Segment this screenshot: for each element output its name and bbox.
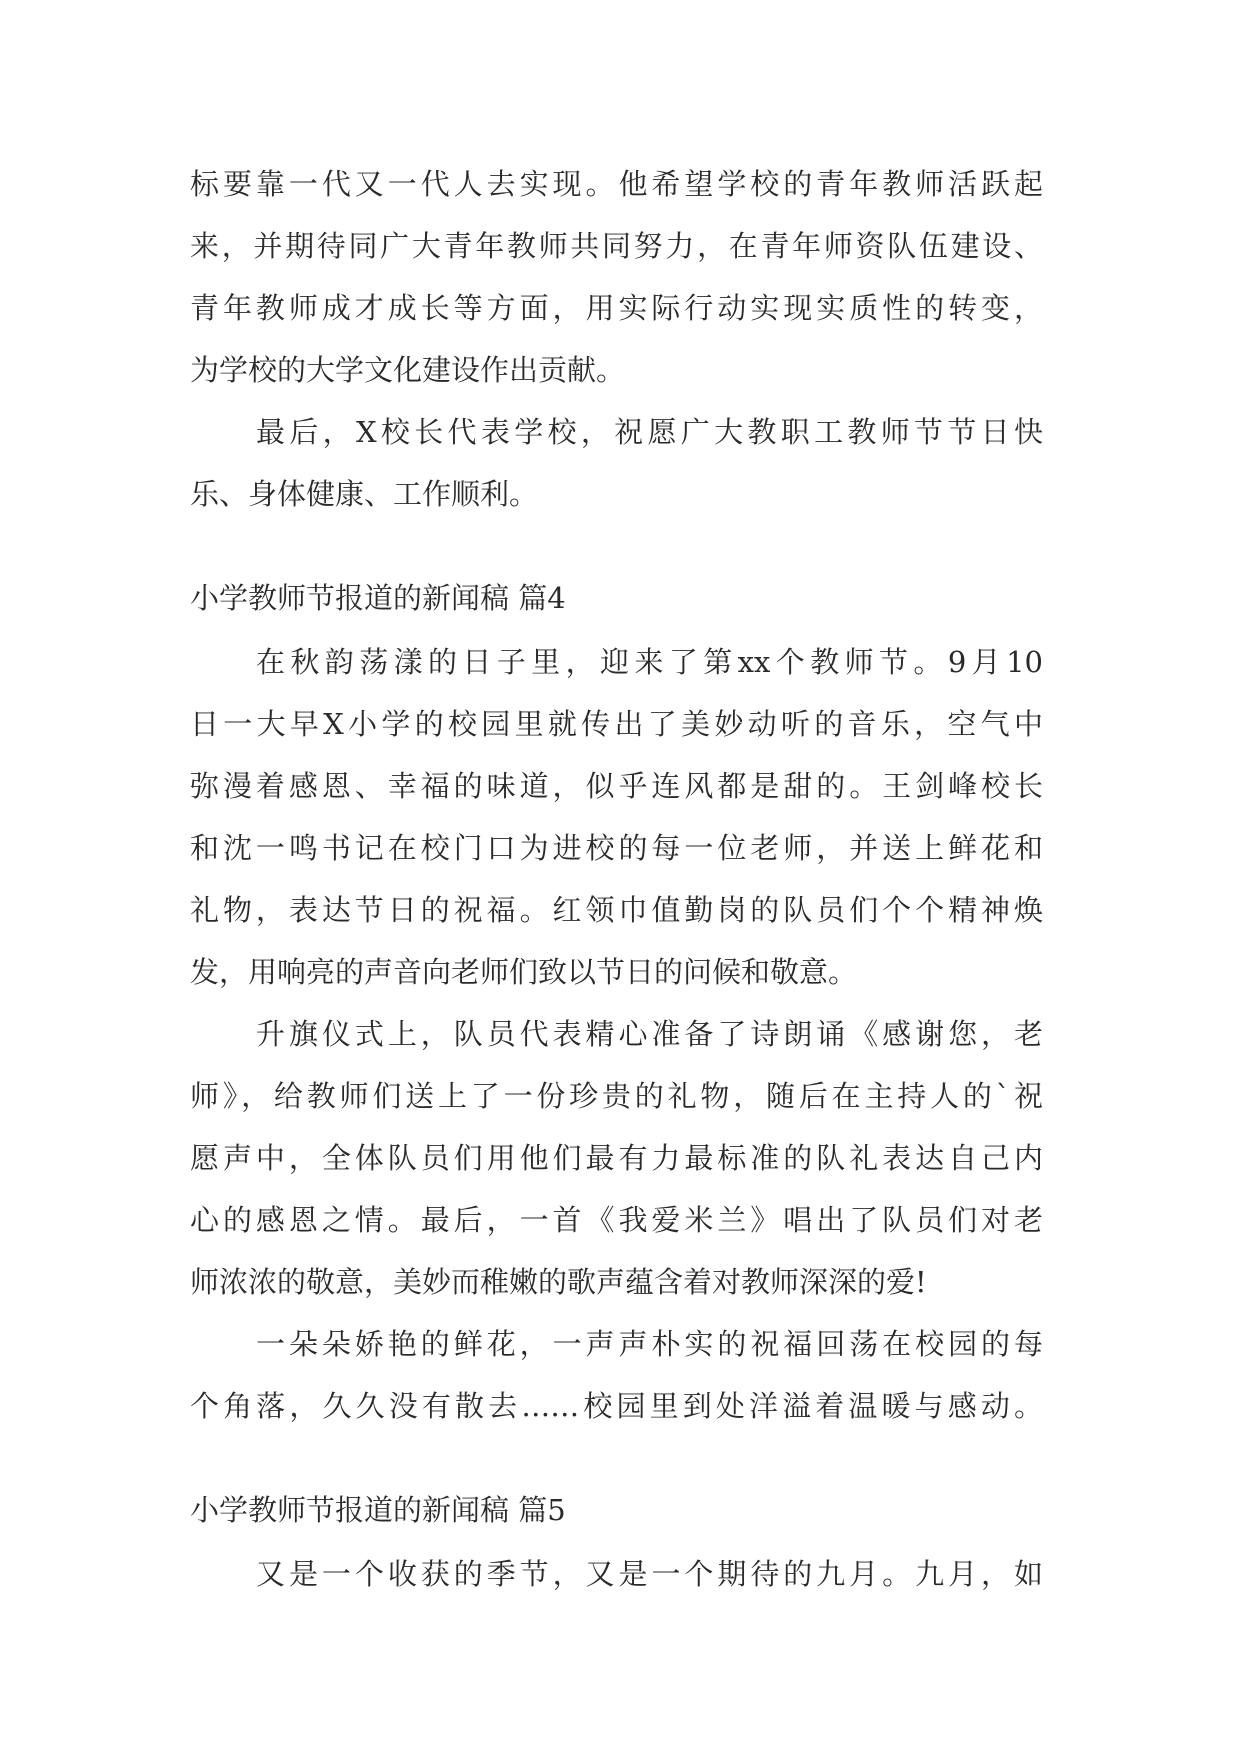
text-line: 升旗仪式上，队员代表精心准备了诗朗诵《感谢您，老 [256,1017,1043,1051]
section-heading: 小学教师节报道的新闻稿 篇4 [190,581,566,615]
text-line: 最后，X校长代表学校，祝愿广大教职工教师节节日快 [256,415,1043,449]
text-line: 礼物，表达节日的祝福。红领巾值勤岗的队员们个个精神焕 [190,893,1043,927]
text-line: 和沈一鸣书记在校门口为进校的每一位老师，并送上鲜花和 [190,831,1043,865]
text-line: 弥漫着感恩、幸福的味道，似乎连风都是甜的。王剑峰校长 [190,769,1043,803]
text-line: 来，并期待同广大青年教师共同努力，在青年师资队伍建设、 [190,229,1043,263]
text-line: 心的感恩之情。最后，一首《我爱米兰》唱出了队员们对老 [190,1203,1043,1237]
text-line: 乐、身体健康、工作顺利。 [190,477,539,511]
text-line: 在秋韵荡漾的日子里，迎来了第xx个教师节。9月10 [256,645,1043,679]
text-line: 青年教师成才成长等方面，用实际行动实现实质性的转变， [190,291,1043,325]
section-heading: 小学教师节报道的新闻稿 篇5 [190,1493,566,1527]
text-line: 师浓浓的敬意，美妙而稚嫩的歌声蕴含着对教师深深的爱! [190,1265,927,1299]
text-line: 日一大早X小学的校园里就传出了美妙动听的音乐，空气中 [190,707,1043,741]
text-line: 师》，给教师们送上了一份珍贵的礼物，随后在主持人的`祝 [190,1079,1043,1113]
text-line: 发，用响亮的声音向老师们致以节日的问候和敬意。 [190,955,858,989]
text-line: 标要靠一代又一代人去实现。他希望学校的青年教师活跃起 [190,167,1043,201]
text-line: 一朵朵娇艳的鲜花，一声声朴实的祝福回荡在校园的每 [256,1327,1043,1361]
text-line: 愿声中，全体队员们用他们最有力最标准的队礼表达自己内 [190,1141,1043,1175]
text-line: 又是一个收获的季节，又是一个期待的九月。九月，如 [256,1557,1043,1591]
text-line: 为学校的大学文化建设作出贡献。 [190,353,626,387]
text-line: 个角落，久久没有散去……校园里到处洋溢着温暖与感动。 [190,1389,1043,1423]
